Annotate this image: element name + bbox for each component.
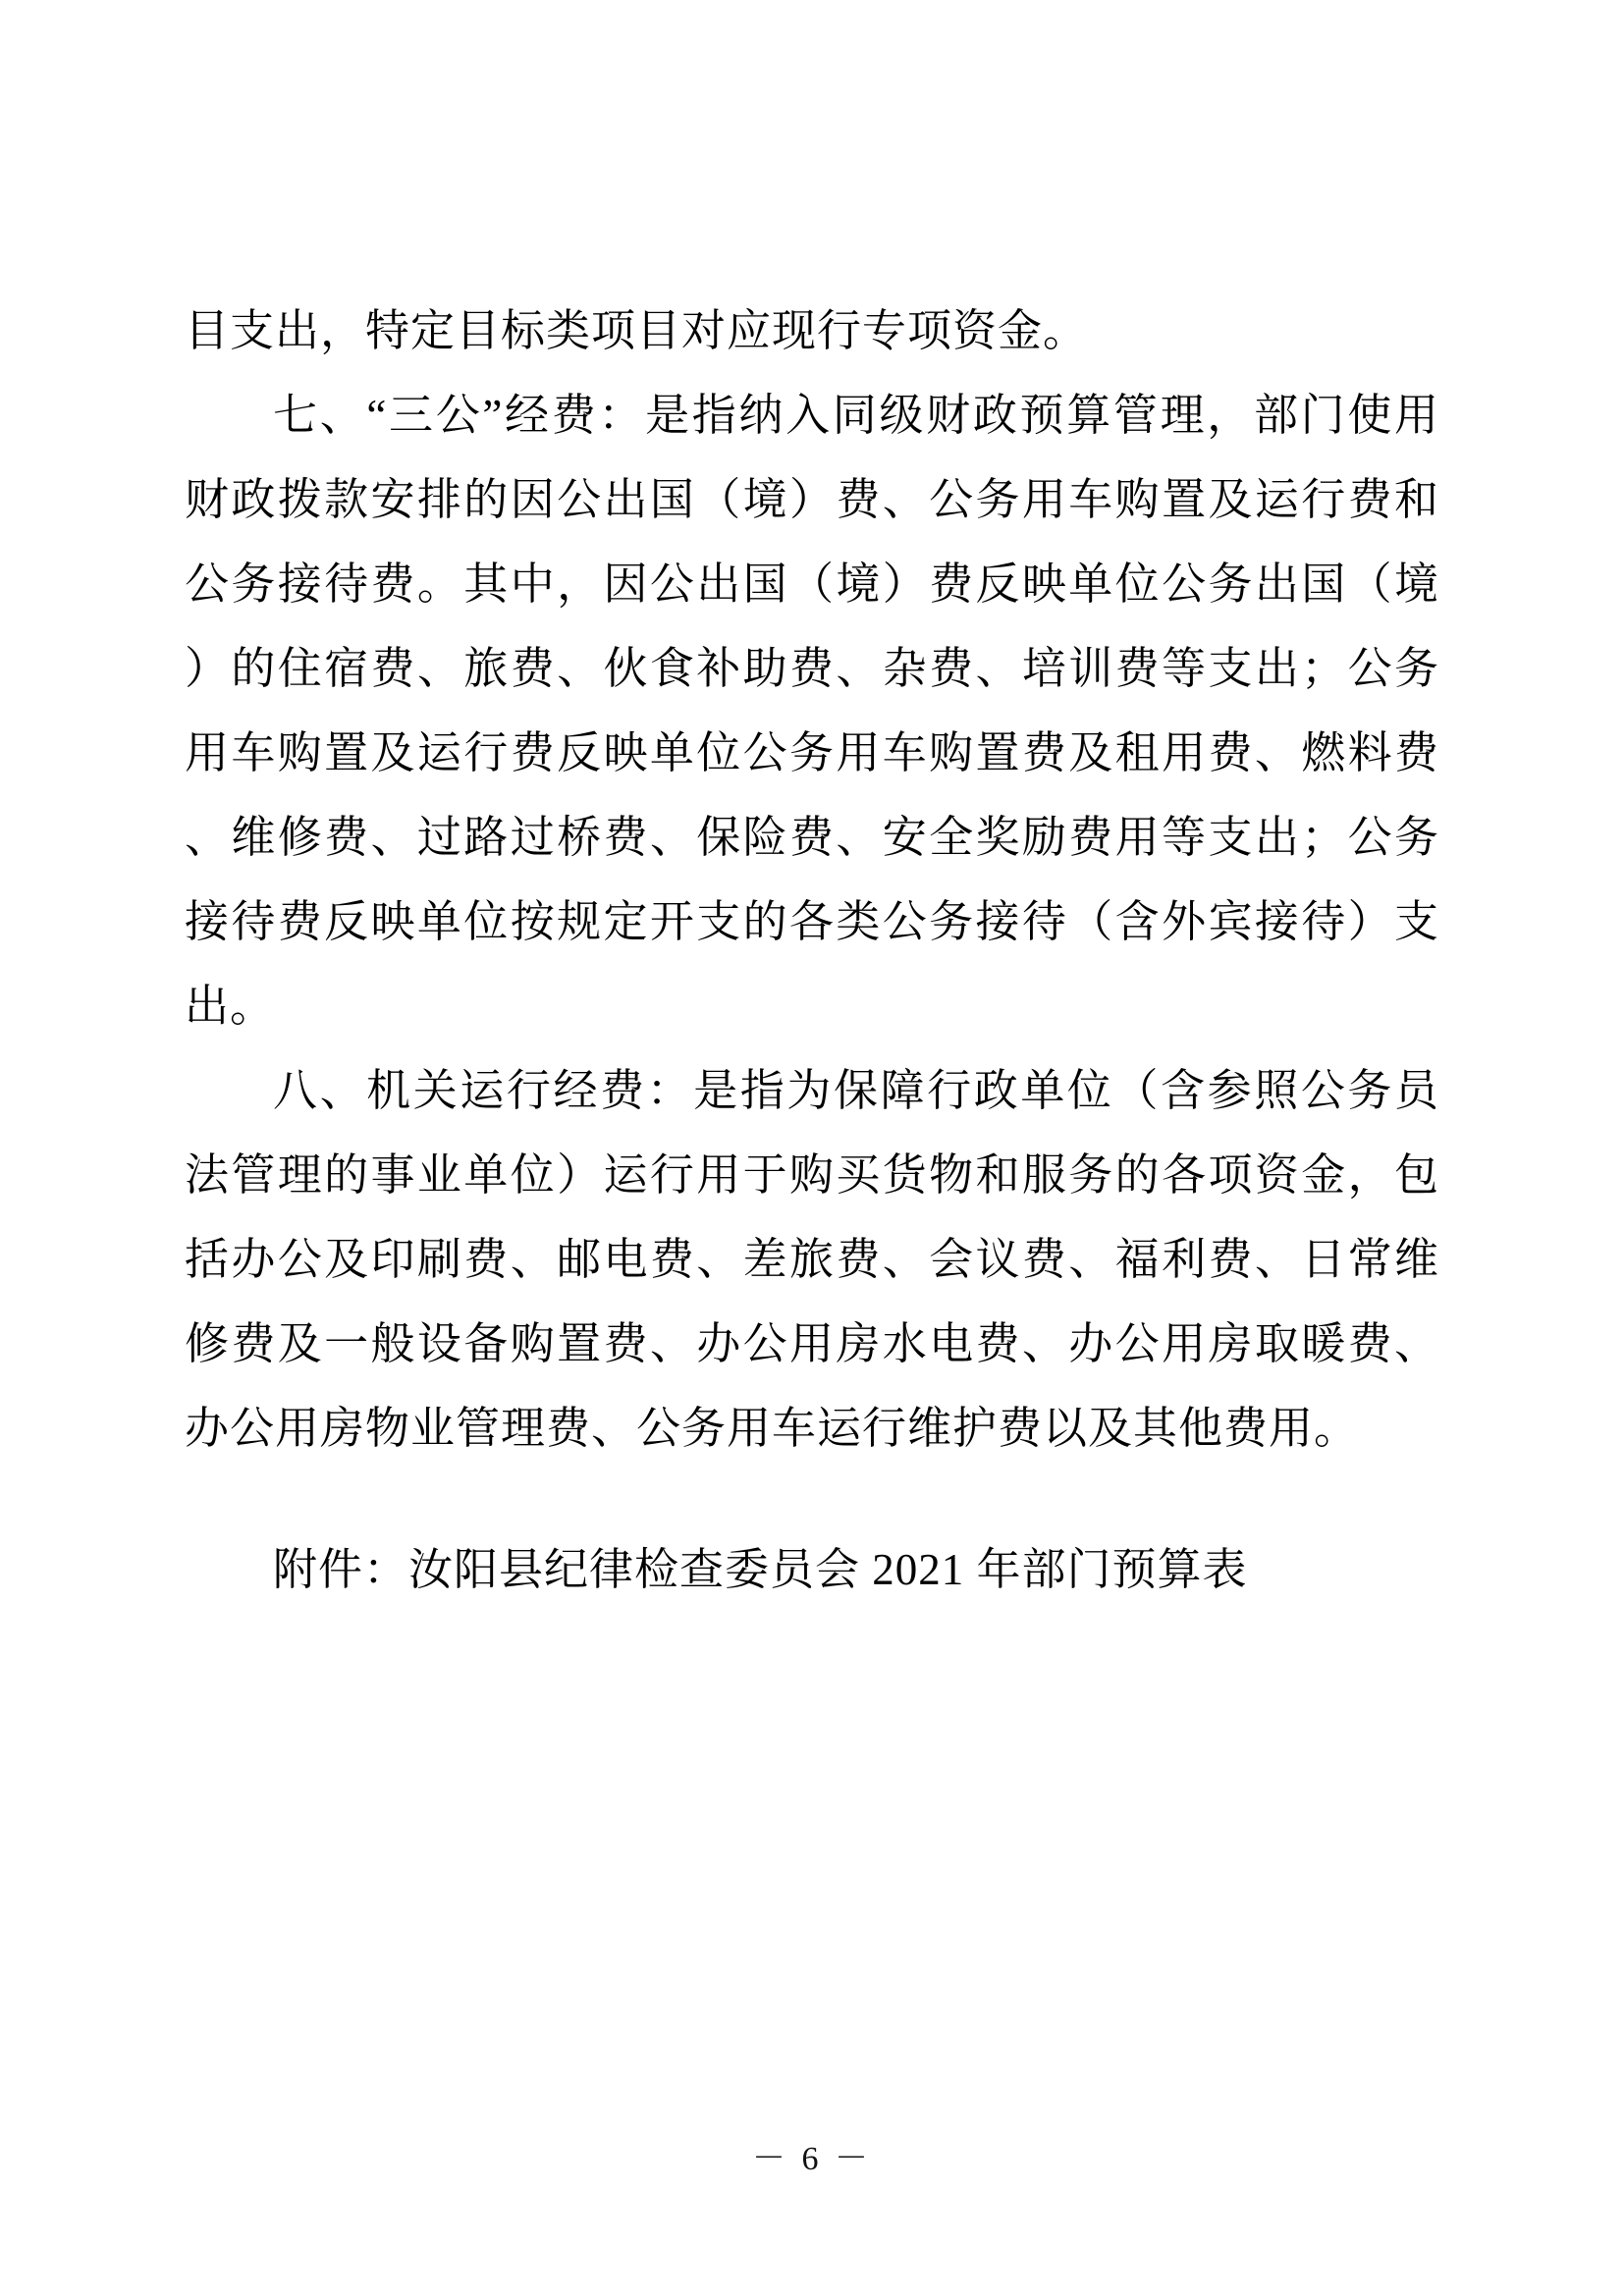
text-line: ）的住宿费、旅费、伙食补助费、杂费、培训费等支出；公务 — [185, 644, 1439, 693]
text-line: 办公用房物业管理费、公务用车运行维护费以及其他费用。 — [185, 1404, 1360, 1453]
text-line: 八、机关运行经费：是指为保障行政单位（含参照公务员 — [273, 1066, 1439, 1115]
text-line: 出。 — [185, 982, 276, 1031]
text-line: 括办公及印刷费、邮电费、差旅费、会议费、福利费、日常维 — [185, 1235, 1439, 1284]
text-line: 修费及一般设备购置费、办公用房水电费、办公用房取暖费、 — [185, 1319, 1439, 1368]
text-line: 目支出，特定目标类项目对应现行专项资金。 — [185, 306, 1089, 355]
text-line: 财政拨款安排的因公出国（境）费、公务用车购置及运行费和 — [185, 475, 1439, 524]
document-content — [185, 289, 1439, 1470]
text-line: 用车购置及运行费反映单位公务用车购置费及租用费、燃料费 — [185, 728, 1439, 777]
attachment-line: 附件：汝阳县纪律检查委员会 2021 年部门预算表 — [273, 1545, 1248, 1594]
text-line: 、维修费、过路过桥费、保险费、安全奖励费用等支出；公务 — [185, 813, 1439, 862]
text-line: 接待费反映单位按规定开支的各类公务接待（含外宾接待）支 — [185, 897, 1439, 946]
page-number: － 6 － — [752, 2141, 872, 2177]
text-line: 公务接待费。其中，因公出国（境）费反映单位公务出国（境 — [185, 560, 1439, 609]
text-line: 法管理的事业单位）运行用于购买货物和服务的各项资金，包 — [185, 1150, 1439, 1200]
text-line: 七、“三公”经费：是指纳入同级财政预算管理，部门使用 — [273, 391, 1439, 440]
